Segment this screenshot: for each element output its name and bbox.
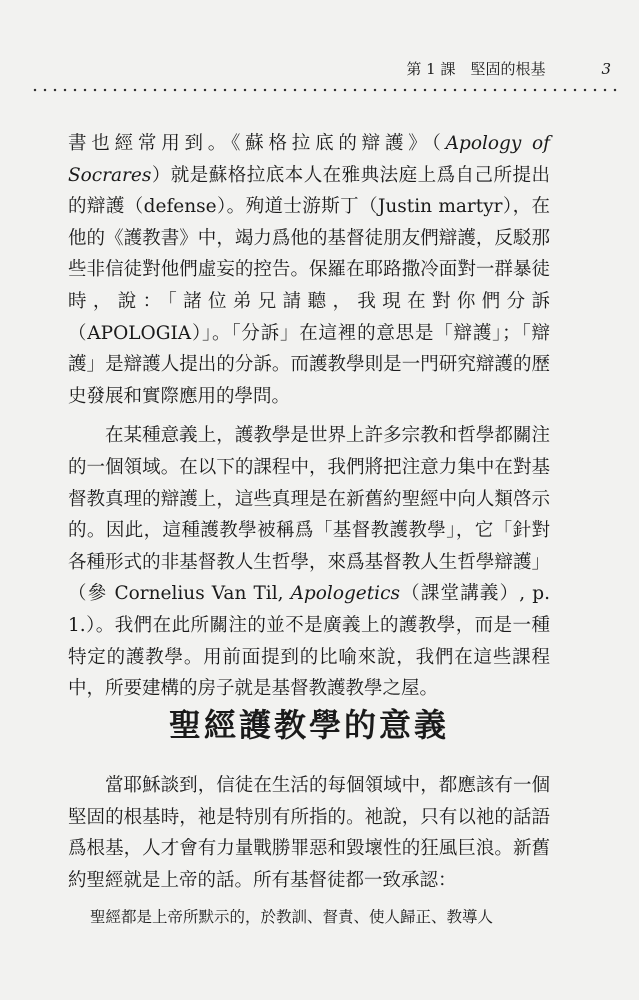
- running-header: [0, 58, 611, 79]
- book-title-italic: Apologetics: [290, 583, 400, 605]
- paragraph-2: 在某種意義上，護教學是世界上許多宗教和哲學都關注的一個領域。在以下的課程中，我們將把注意力集中在對基督教真理的辯護上，這些真理是在新舊約聖經中向人類啓示的。因此，這種護教學被稱爲「基督教護教學」，它「針對各種形式的非基督教人生哲學，來爲基督教人生哲學辯護」（參 Cornelius Van Til, Apologetics（課堂講義）, p. 1.）。我們在此所關注的並不是廣義上的護教學，而是一種特定的護教學。用前面提到的比喻來說，我們在這些課程中，所要建構的房子就是基督教護教學之屋。: [68, 425, 550, 700]
- section-text: [68, 770, 550, 896]
- section-heading: 聖經護教學的意義: [168, 706, 449, 744]
- scripture-quote: 聖經都是上帝所默示的，於教訓、督責、使人歸正、教導人: [90, 908, 494, 926]
- main-text: [68, 128, 550, 705]
- lesson-title: 第 1 課 堅固的根基: [406, 60, 546, 78]
- book-title-italic: Apology of Socrares: [68, 133, 550, 186]
- page-number: 3: [601, 60, 611, 78]
- paragraph-1: 書也經常用到。《蘇格拉底的辯護》（Apology of Socrares）就是蘇格拉底本人在雅典法庭上爲自己所提出的辯護（defense）。殉道士游斯丁（Justin martyr），在他的《護教書》中，竭力爲他的基督徒朋友們辯護，反駁那些非信徒對他們虛妄的控告。保羅在耶路撒冷面對一群暴徒時，說：「諸位弟兄請聽，我現在對你們分訴（APOLOGIA）」。「分訴」在這裡的意思是「辯護」；「辯護」是辯護人提出的分訴。而護教學則是一門研究辯護的歷史發展和實際應用的學問。: [68, 133, 550, 407]
- paragraph-3: 當耶穌談到，信徒在生活的每個領域中，都應該有一個堅固的根基時，祂是特別有所指的。祂說，只有以祂的話語爲根基，人才會有力量戰勝罪惡和毀壞性的狂風巨浪。新舊約聖經就是上帝的話。所有基督徒都一致承認：: [68, 775, 550, 891]
- dotted-rule: [30, 88, 617, 92]
